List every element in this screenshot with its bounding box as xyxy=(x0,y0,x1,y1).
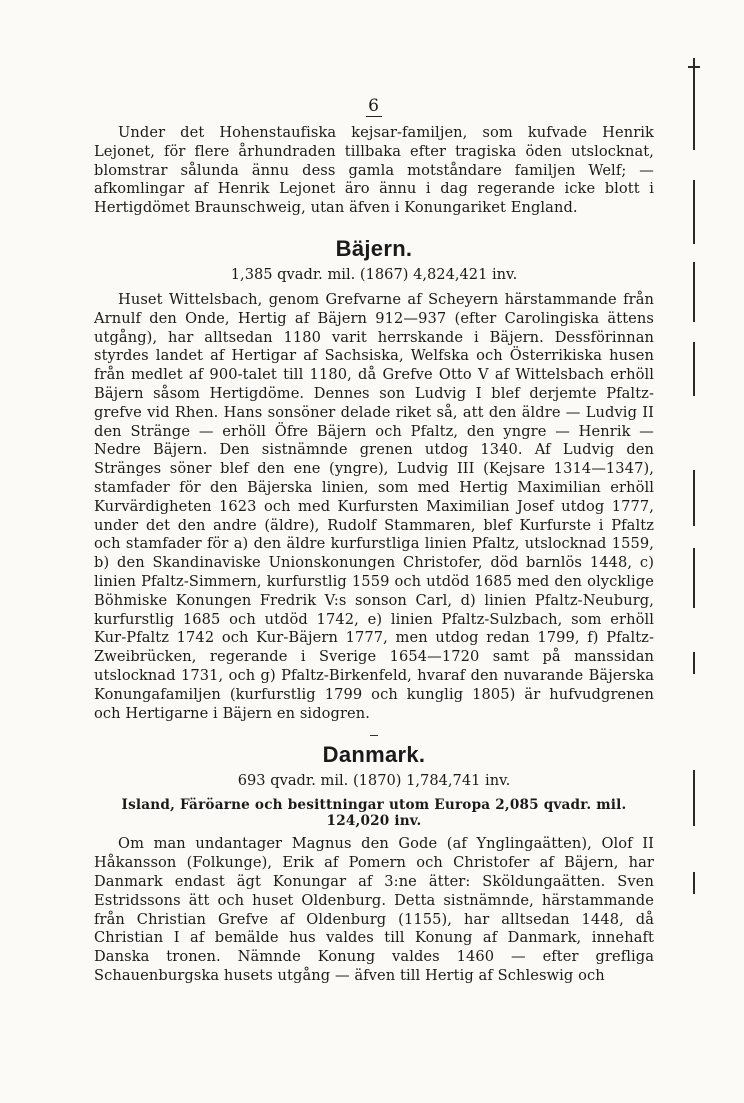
page-number-text: 6 xyxy=(368,96,380,116)
page-number xyxy=(94,96,654,116)
margin-rule xyxy=(693,180,695,244)
intro-paragraph: Under det Hohenstaufiska kejsar-familjen, som kufvade Henrik Lejonet, för flere århundraden tillbaka efter tragiska öden utslocknat, blomstrar sålunda ännu dess gamla motståndare familjen Welf; — afkomlingar af Henrik Lejonet äro ännu i dag regerande icke blott i Hertigdömet Braunschweig, utan äfven i Konungariket England. xyxy=(94,124,654,217)
margin-rule xyxy=(693,262,695,322)
stats-bajern: 1,385 qvadr. mil. (1867) 4,824,421 inv. xyxy=(230,265,518,283)
margin-rule xyxy=(693,548,695,608)
section-heading-danmark: Danmark. xyxy=(322,742,426,768)
margin-rule xyxy=(693,872,695,894)
margin-rule xyxy=(693,470,695,526)
stats-danmark: 693 qvadr. mil. (1870) 1,784,741 inv. xyxy=(237,772,511,790)
margin-rule xyxy=(693,58,695,150)
margin-rule xyxy=(693,652,695,674)
section-divider xyxy=(370,735,378,736)
margin-rule xyxy=(693,770,695,826)
margin-rule xyxy=(693,342,695,396)
section-heading-bajern: Bäjern. xyxy=(335,235,413,261)
substats-danmark: Island, Färöarne och besittningar utom Europa 2,085 qvadr. mil. 124,020 inv. xyxy=(121,797,627,830)
paragraph-bajern: Huset Wittelsbach, genom Grefvarne af Scheyern härstammande från Arnulf den Onde, Hertig af Bäjern 912—937 (efter Carolingiska ättens utgång), har alltsedan 1180 varit herrskande i Bäjern. Dessförinnan styrdes landet af Hertigar af Sachsiska, Welfska och Österrikiska husen från medlet af 900-talet till 1180, då Grefve Otto V af Wittelsbach erhöll Bäjern såsom Hertigdöme. Dennes son Ludvig I blef derjemte Pfaltz-grefve vid Rhen. Hans sonsöner delade riket så, att den äldre — Ludvig II den Stränge — erhöll Öfre Bäjern och Pfaltz, den yngre — Henrik — Nedre Bäjern. Den sistnämnde grenen utdog 1340. Af Ludvig den Stränges söner blef den ene (yngre), Ludvig III (Kejsare 1314—1347), stamfader för den Bäjerska linien, som med Hertig Maximilian erhöll Kurvärdigheten 1623 och med Kurfursten Maximilian Josef utdog 1777, under det den andre (äldre), Rudolf Stammaren, blef Kurfurste i Pfaltz och stamfader för a) den äldre kurfurstliga linien Pfaltz, utslocknad 1559, b) den Skandinaviske Unionskonungen Christofer, död barnlös 1448, c) linien Pfaltz-Simmern, kurfurstlig 1559 och utdöd 1685 med den olycklige Böhmiske Konungen Fredrik V:s sonson Carl, d) linien Pfaltz-Neuburg, kurfurstlig 1685 och utdöd 1742, e) linien Pfaltz-Sulzbach, som erhöll Kur-Pfaltz 1742 och Kur-Bäjern 1777, men utdog redan 1799, f) Pfaltz-Zweibrücken, regerande i Sverige 1654—1720 samt på manssidan utslocknad 1731, och g) Pfaltz-Birkenfeld, hvaraf den nuvarande Bäjerska Konungafamiljen (kurfurstlig 1799 och kunglig 1805) är hufvudgrenen och Hertigarne i Bäjern en sidogren. xyxy=(94,290,654,722)
margin-tick xyxy=(688,66,700,68)
page xyxy=(94,96,654,986)
paragraph-danmark: Om man undantager Magnus den Gode (af Ynglingaätten), Olof II Håkansson (Folkunge), Erik af Pomern och Christofer af Bäjern, har Danmark endast ägt Konungar af 3:ne ätter: Sköldungaätten. Sven Estridssons ätt och huset Oldenburg. Detta sistnämnde, härstammande från Christian Grefve af Oldenburg (1155), har alltsedan 1448, då Christian I af bemälde hus valdes till Konung af Danmark, innehaft Danska tronen. Nämnde Konung valdes 1460 — efter grefliga Schauenburgska husets utgång — äfven till Hertig af Schleswig och xyxy=(94,835,654,984)
